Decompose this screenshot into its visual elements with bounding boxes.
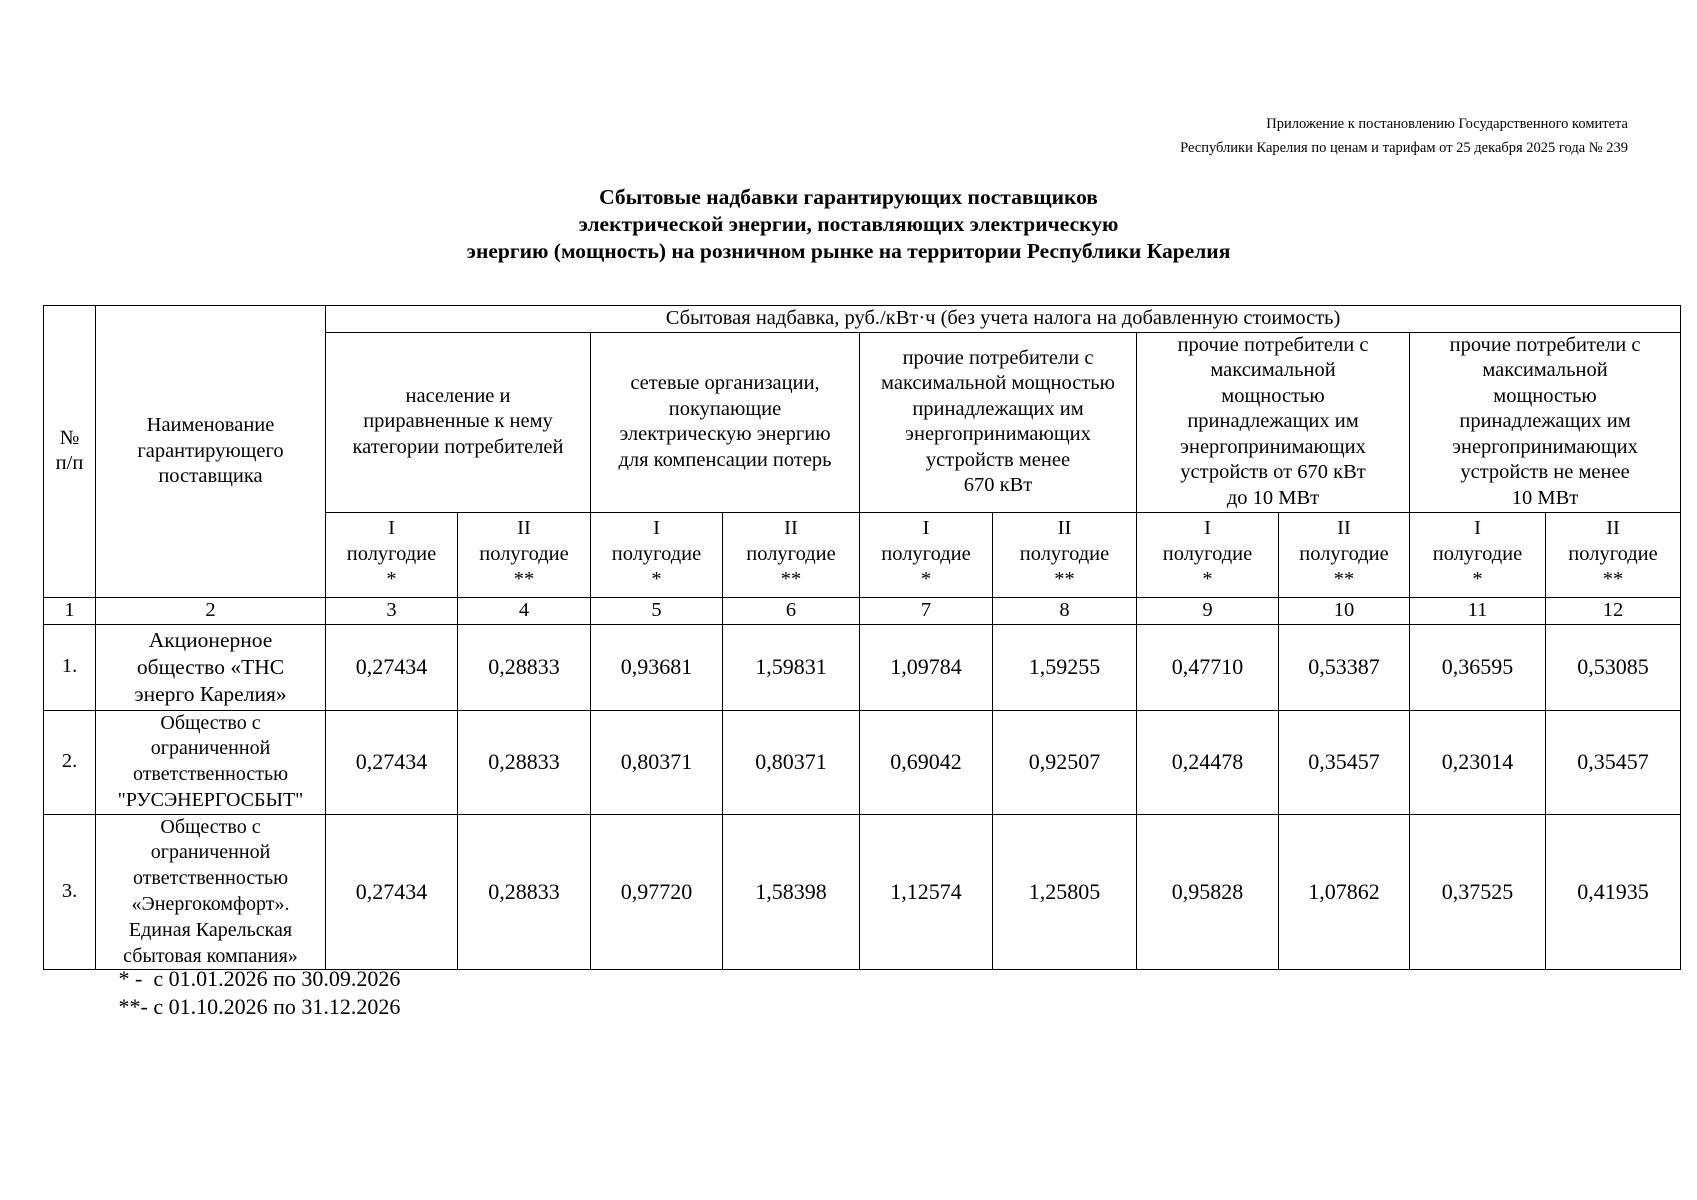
header-half-year-2: II полугодие ** xyxy=(458,512,591,597)
column-number: 6 xyxy=(723,597,860,624)
title-line-1: Сбытовые надбавки гарантирующих поставщиков xyxy=(599,185,1098,209)
markup-value: 1,59255 xyxy=(993,624,1137,710)
column-number: 10 xyxy=(1279,597,1410,624)
row-number: 3. xyxy=(44,814,96,970)
appendix-line-1: Приложение к постановлению Государственного комитета xyxy=(1266,116,1628,132)
footnote-first-half: * - с 01.01.2026 по 30.09.2026 xyxy=(113,966,401,991)
markup-value: 0,53387 xyxy=(1279,624,1410,710)
column-number: 7 xyxy=(860,597,993,624)
header-category-670kw-10mw: прочие потребители с максимальной мощностью принадлежащих им энергопринимающих устройств от 670 кВт до 10 МВт xyxy=(1137,332,1410,512)
header-half-year-2: II полугодие ** xyxy=(723,512,860,597)
markup-value: 0,28833 xyxy=(458,710,591,814)
markup-value: 1,58398 xyxy=(723,814,860,970)
markup-value: 1,09784 xyxy=(860,624,993,710)
footnote-second-half: **- с 01.10.2026 по 31.12.2026 xyxy=(113,994,401,1019)
header-category-grid-organizations: сетевые организации, покупающие электрическую энергию для компенсации потерь xyxy=(591,332,860,512)
header-half-year-2: II полугодие ** xyxy=(1546,512,1681,597)
column-number: 3 xyxy=(326,597,458,624)
header-markup-group: Сбытовая надбавка, руб./кВт·ч (без учета налога на добавленную стоимость) xyxy=(326,306,1681,333)
tariff-table xyxy=(43,305,1681,970)
header-category-population: население и приравненные к нему категории потребителей xyxy=(326,332,591,512)
appendix-line-2: Республики Карелия по ценам и тарифам от 25 декабря 2025 года № 239 xyxy=(1180,140,1628,156)
markup-value: 0,95828 xyxy=(1137,814,1279,970)
title-line-3: энергию (мощность) на розничном рынке на территории Республики Карелия xyxy=(466,239,1231,263)
header-half-year-2: II полугодие ** xyxy=(1279,512,1410,597)
markup-value: 0,27434 xyxy=(326,624,458,710)
markup-value: 0,24478 xyxy=(1137,710,1279,814)
column-number: 8 xyxy=(993,597,1137,624)
table-row xyxy=(44,710,1681,814)
markup-value: 1,07862 xyxy=(1279,814,1410,970)
markup-value: 0,23014 xyxy=(1410,710,1546,814)
document-title xyxy=(0,184,1697,265)
footnotes xyxy=(113,965,400,1021)
header-supplier-name: Наименование гарантирующего поставщика xyxy=(96,306,326,598)
markup-value: 0,93681 xyxy=(591,624,723,710)
header-half-year-1: I полугодие * xyxy=(860,512,993,597)
header-half-year-1: I полугодие * xyxy=(591,512,723,597)
markup-value: 0,80371 xyxy=(591,710,723,814)
markup-value: 1,12574 xyxy=(860,814,993,970)
markup-value: 0,27434 xyxy=(326,710,458,814)
column-number: 11 xyxy=(1410,597,1546,624)
markup-value: 0,69042 xyxy=(860,710,993,814)
markup-value: 0,53085 xyxy=(1546,624,1681,710)
table-row xyxy=(44,624,1681,710)
markup-value: 0,92507 xyxy=(993,710,1137,814)
header-half-year-1: I полугодие * xyxy=(1137,512,1279,597)
markup-value: 0,35457 xyxy=(1279,710,1410,814)
markup-value: 0,35457 xyxy=(1546,710,1681,814)
column-number: 9 xyxy=(1137,597,1279,624)
row-number: 2. xyxy=(44,710,96,814)
supplier-name: Акционерное общество «ТНС энерго Карелия» xyxy=(96,624,326,710)
markup-value: 0,97720 xyxy=(591,814,723,970)
markup-value: 0,80371 xyxy=(723,710,860,814)
title-line-2: электрической энергии, поставляющих электрическую xyxy=(578,212,1119,236)
markup-value: 0,47710 xyxy=(1137,624,1279,710)
markup-value: 0,28833 xyxy=(458,624,591,710)
table-row xyxy=(44,814,1681,970)
row-number: 1. xyxy=(44,624,96,710)
markup-value: 1,59831 xyxy=(723,624,860,710)
header-category-over-10mw: прочие потребители с максимальной мощностью принадлежащих им энергопринимающих устройств не менее 10 МВт xyxy=(1410,332,1681,512)
column-number: 2 xyxy=(96,597,326,624)
header-half-year-1: I полугодие * xyxy=(326,512,458,597)
appendix-note xyxy=(1180,112,1628,160)
supplier-name: Общество с ограниченной ответственностью «Энергокомфорт». Единая Карельская сбытовая компания» xyxy=(96,814,326,970)
markup-value: 1,25805 xyxy=(993,814,1137,970)
markup-value: 0,41935 xyxy=(1546,814,1681,970)
column-number: 1 xyxy=(44,597,96,624)
supplier-name: Общество с ограниченной ответственностью "РУСЭНЕРГОСБЫТ" xyxy=(96,710,326,814)
header-category-under-670kw: прочие потребители с максимальной мощностью принадлежащих им энергопринимающих устройств менее 670 кВт xyxy=(860,332,1137,512)
markup-value: 0,28833 xyxy=(458,814,591,970)
markup-value: 0,36595 xyxy=(1410,624,1546,710)
markup-value: 0,37525 xyxy=(1410,814,1546,970)
column-number: 4 xyxy=(458,597,591,624)
header-half-year-1: I полугодие * xyxy=(1410,512,1546,597)
header-half-year-2: II полугодие ** xyxy=(993,512,1137,597)
column-number: 12 xyxy=(1546,597,1681,624)
header-row-number: № п/п xyxy=(44,306,96,598)
column-number: 5 xyxy=(591,597,723,624)
markup-value: 0,27434 xyxy=(326,814,458,970)
